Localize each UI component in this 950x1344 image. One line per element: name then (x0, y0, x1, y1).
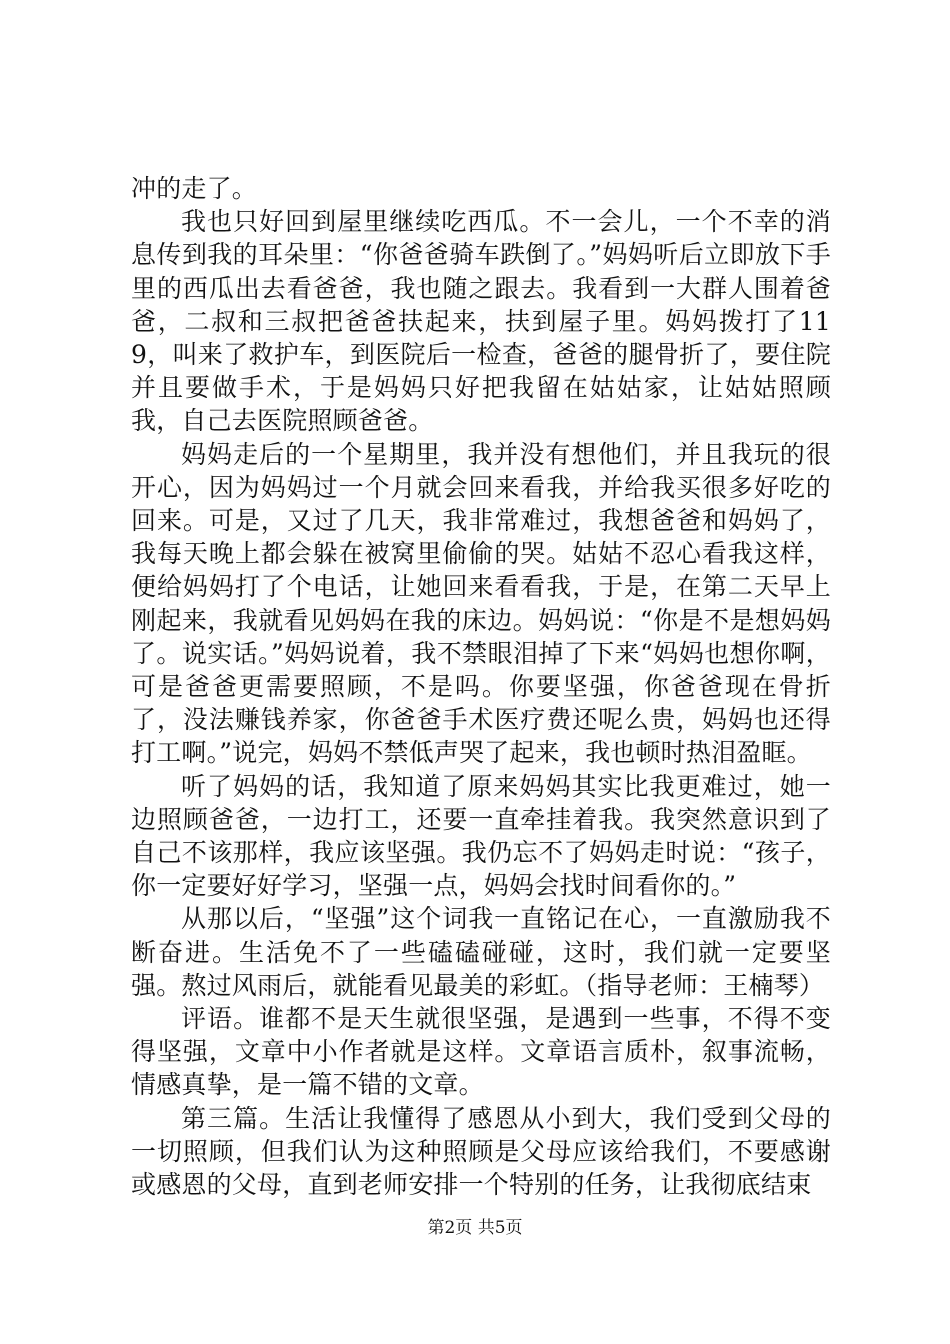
paragraph-missing-parents: 妈妈走后的一个星期里，我并没有想他们，并且我玩的很开心，因为妈妈过一个月就会回来看我，并给我买很多好吃的回来。可是，又过了几天，我非常难过，我想爸爸和妈妈了，我每天晚上都会躲在被窝里偷偷的哭。姑姑不忍心看我这样，便给妈妈打了个电话，让她回来看看我，于是，在第二天早上刚起来，我就看见妈妈在我的床边。妈妈说：“你是不是想妈妈了。说实话。”妈妈说着，我不禁眼泪掉了下来“妈妈也想你啊，可是爸爸更需要照顾，不是吗。你要坚强，你爸爸现在骨折了，没法赚钱养家，你爸爸手术医疗费还呢么贵，妈妈也还得打工啊。”说完，妈妈不禁低声哭了起来，我也顿时热泪盈眶。 (131, 439, 831, 768)
page-number-footer: 第2页 共5页 (427, 1218, 523, 1238)
paragraph-third-essay: 第三篇。生活让我懂得了感恩从小到大，我们受到父母的一切照顾，但我们认为这种照顾是父母应该给我们，不要感谢或感恩的父母，直到老师安排一个特别的任务，让我彻底结束 (131, 1103, 831, 1200)
paragraph-realization: 听了妈妈的话，我知道了原来妈妈其实比我更难过，她一边照顾爸爸，一边打工，还要一直牵挂着我。我突然意识到了自己不该那样，我应该坚强。我仍忘不了妈妈走时说：“孩子，你一定要好好学习，坚强一点，妈妈会找时间看你的。” (131, 771, 831, 901)
document-body (131, 172, 831, 1201)
paragraph-comment: 评语。谁都不是天生就很坚强，是遇到一些事，不得不变得坚强，文章中小作者就是这样。文章语言质朴，叙事流畅，情感真挚，是一篇不错的文章。 (131, 1004, 831, 1100)
paragraph-conclusion: 从那以后，“坚强”这个词我一直铭记在心，一直激励我不断奋进。生活免不了一些磕磕碰碰，这时，我们就一定要坚强。熬过风雨后，就能看见最美的彩虹。（指导老师：王楠琴） (131, 904, 831, 1000)
paragraph-accident: 我也只好回到屋里继续吃西瓜。不一会儿，一个不幸的消息传到我的耳朵里：“你爸爸骑车跌倒了。”妈妈听后立即放下手里的西瓜出去看爸爸，我也随之跟去。我看到一大群人围着爸爸，二叔和三叔把爸爸扶起来，扶到屋子里。妈妈拨打了119，叫来了救护车，到医院后一检查，爸爸的腿骨折了，要住院并且要做手术，于是妈妈只好把我留在姑姑家，让姑姑照顾我，自己去医院照顾爸爸。 (131, 207, 831, 436)
paragraph-continuation: 冲的走了。 (131, 174, 258, 203)
